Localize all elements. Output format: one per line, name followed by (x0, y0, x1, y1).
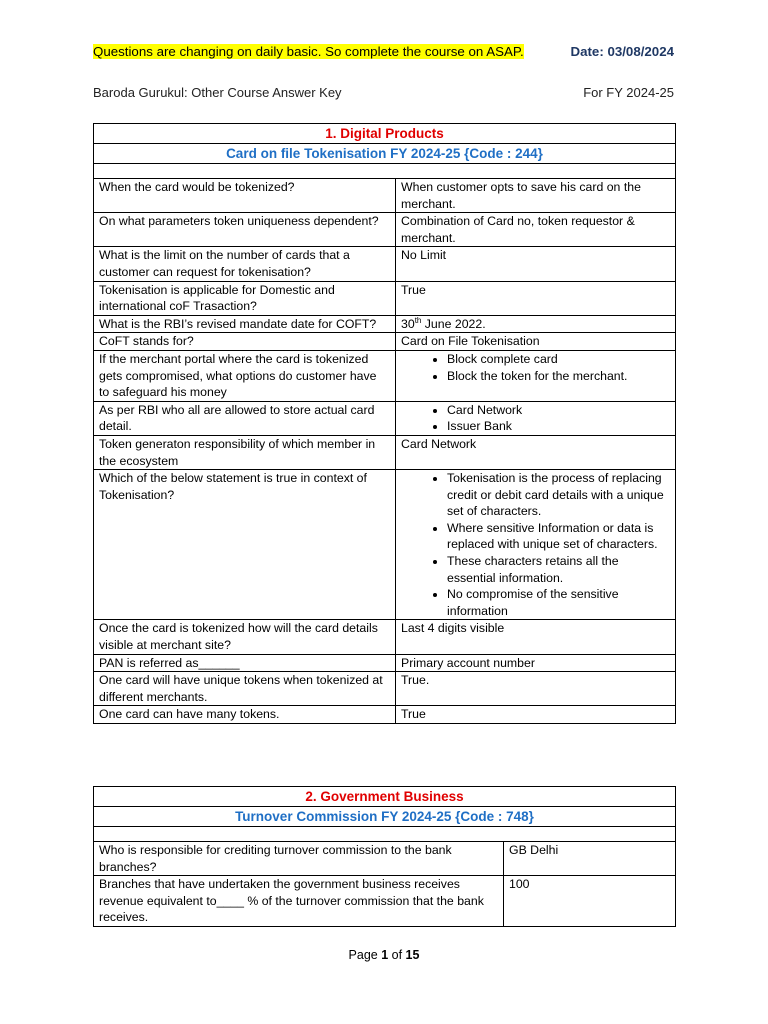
question-cell: When the card would be tokenized? (94, 179, 396, 213)
fy-label: For FY 2024-25 (583, 85, 674, 100)
table-row (94, 706, 676, 724)
list-item: • Block complete card (447, 351, 670, 368)
table-row (94, 435, 676, 469)
page-total: 15 (405, 948, 420, 962)
answer-cell: True. (396, 672, 676, 706)
list-item: • Tokenisation is the process of replacing credit or debit card details with a unique set of characters. (447, 470, 670, 520)
list-item: • No compromise of the sensitive information (447, 586, 670, 619)
question-cell: One card will have unique tokens when tokenized at different merchants. (94, 672, 396, 706)
question-cell: As per RBI who all are allowed to store actual card detail. (94, 401, 396, 435)
answer-cell: When customer opts to save his card on the merchant. (396, 179, 676, 213)
page-of: of (388, 948, 406, 962)
table-row (94, 281, 676, 315)
list-item: • Card Network (447, 402, 670, 419)
answer-cell: 100 (504, 876, 676, 927)
table-row (94, 654, 676, 672)
notice-text: Questions are changing on daily basic. So complete the course on ASAP. (93, 44, 524, 59)
table-row (94, 315, 676, 333)
answer-cell (396, 315, 676, 333)
answer-cell: GB Delhi (504, 842, 676, 876)
question-cell: Branches that have undertaken the government business receives revenue equivalent to____ % of the turnover commission that the bank receives. (94, 876, 504, 927)
list-item: • Issuer Bank (447, 418, 670, 435)
question-cell: If the merchant portal where the card is tokenized gets compromised, what options do customer have to safeguard his money (94, 350, 396, 401)
answer-cell: Combination of Card no, token requestor & merchant. (396, 213, 676, 247)
answer-list (401, 470, 670, 619)
answer-cell: Primary account number (396, 654, 676, 672)
answer-rest: June 2022. (421, 316, 486, 331)
answer-cell (396, 401, 676, 435)
answer-cell (396, 470, 676, 620)
question-cell: Tokenisation is applicable for Domestic and international coF Trasaction? (94, 281, 396, 315)
answer-day: 30 (401, 316, 415, 331)
list-item: • Block the token for the merchant. (447, 368, 670, 385)
answer-cell: Card on File Tokenisation (396, 333, 676, 351)
answer-cell (396, 350, 676, 401)
blank-row (94, 827, 676, 842)
list-item: • These characters retains all the essential information. (447, 553, 670, 586)
section1-table (93, 123, 676, 724)
question-cell: Who is responsible for crediting turnover commission to the bank branches? (94, 842, 504, 876)
table-row (94, 620, 676, 654)
table-row (94, 179, 676, 213)
list-item: • Where sensitive Information or data is replaced with unique set of characters. (447, 520, 670, 553)
date-label: Date: 03/08/2024 (570, 44, 674, 59)
section1-title: 1. Digital Products (94, 124, 676, 144)
question-cell: Which of the below statement is true in context of Tokenisation? (94, 470, 396, 620)
table-row (94, 470, 676, 620)
answer-ordinal: th (414, 315, 422, 325)
page-number: 1 (381, 948, 389, 962)
table-row (94, 672, 676, 706)
table-row (94, 247, 676, 281)
answer-cell: Last 4 digits visible (396, 620, 676, 654)
question-cell: PAN is referred as______ (94, 654, 396, 672)
blank-row (94, 164, 676, 179)
question-cell: One card can have many tokens. (94, 706, 396, 724)
table-row (94, 842, 676, 876)
table-row (94, 401, 676, 435)
answer-cell: No Limit (396, 247, 676, 281)
table-row (94, 333, 676, 351)
notice-banner (93, 44, 524, 59)
answer-cell: True (396, 706, 676, 724)
question-cell: On what parameters token uniqueness dependent? (94, 213, 396, 247)
answer-cell: Card Network (396, 435, 676, 469)
table-row (94, 876, 676, 927)
answer-cell: True (396, 281, 676, 315)
course-title: Baroda Gurukul: Other Course Answer Key (93, 85, 342, 100)
answer-list (401, 402, 670, 435)
section2-title: 2. Government Business (94, 787, 676, 807)
question-cell: Token generaton responsibility of which member in the ecosystem (94, 435, 396, 469)
question-cell: Once the card is tokenized how will the card details visible at merchant site? (94, 620, 396, 654)
table-row (94, 213, 676, 247)
section1-subtitle: Card on file Tokenisation FY 2024-25 {Code : 244} (94, 144, 676, 164)
page-prefix: Page (348, 948, 382, 962)
question-cell: What is the RBI’s revised mandate date for COFT? (94, 315, 396, 333)
table-row (94, 350, 676, 401)
answer-list (401, 351, 670, 384)
question-cell: CoFT stands for? (94, 333, 396, 351)
section2-table (93, 786, 676, 927)
section2-subtitle: Turnover Commission FY 2024-25 {Code : 748} (94, 807, 676, 827)
question-cell: What is the limit on the number of cards that a customer can request for tokenisation? (94, 247, 396, 281)
page-footer (0, 948, 768, 962)
